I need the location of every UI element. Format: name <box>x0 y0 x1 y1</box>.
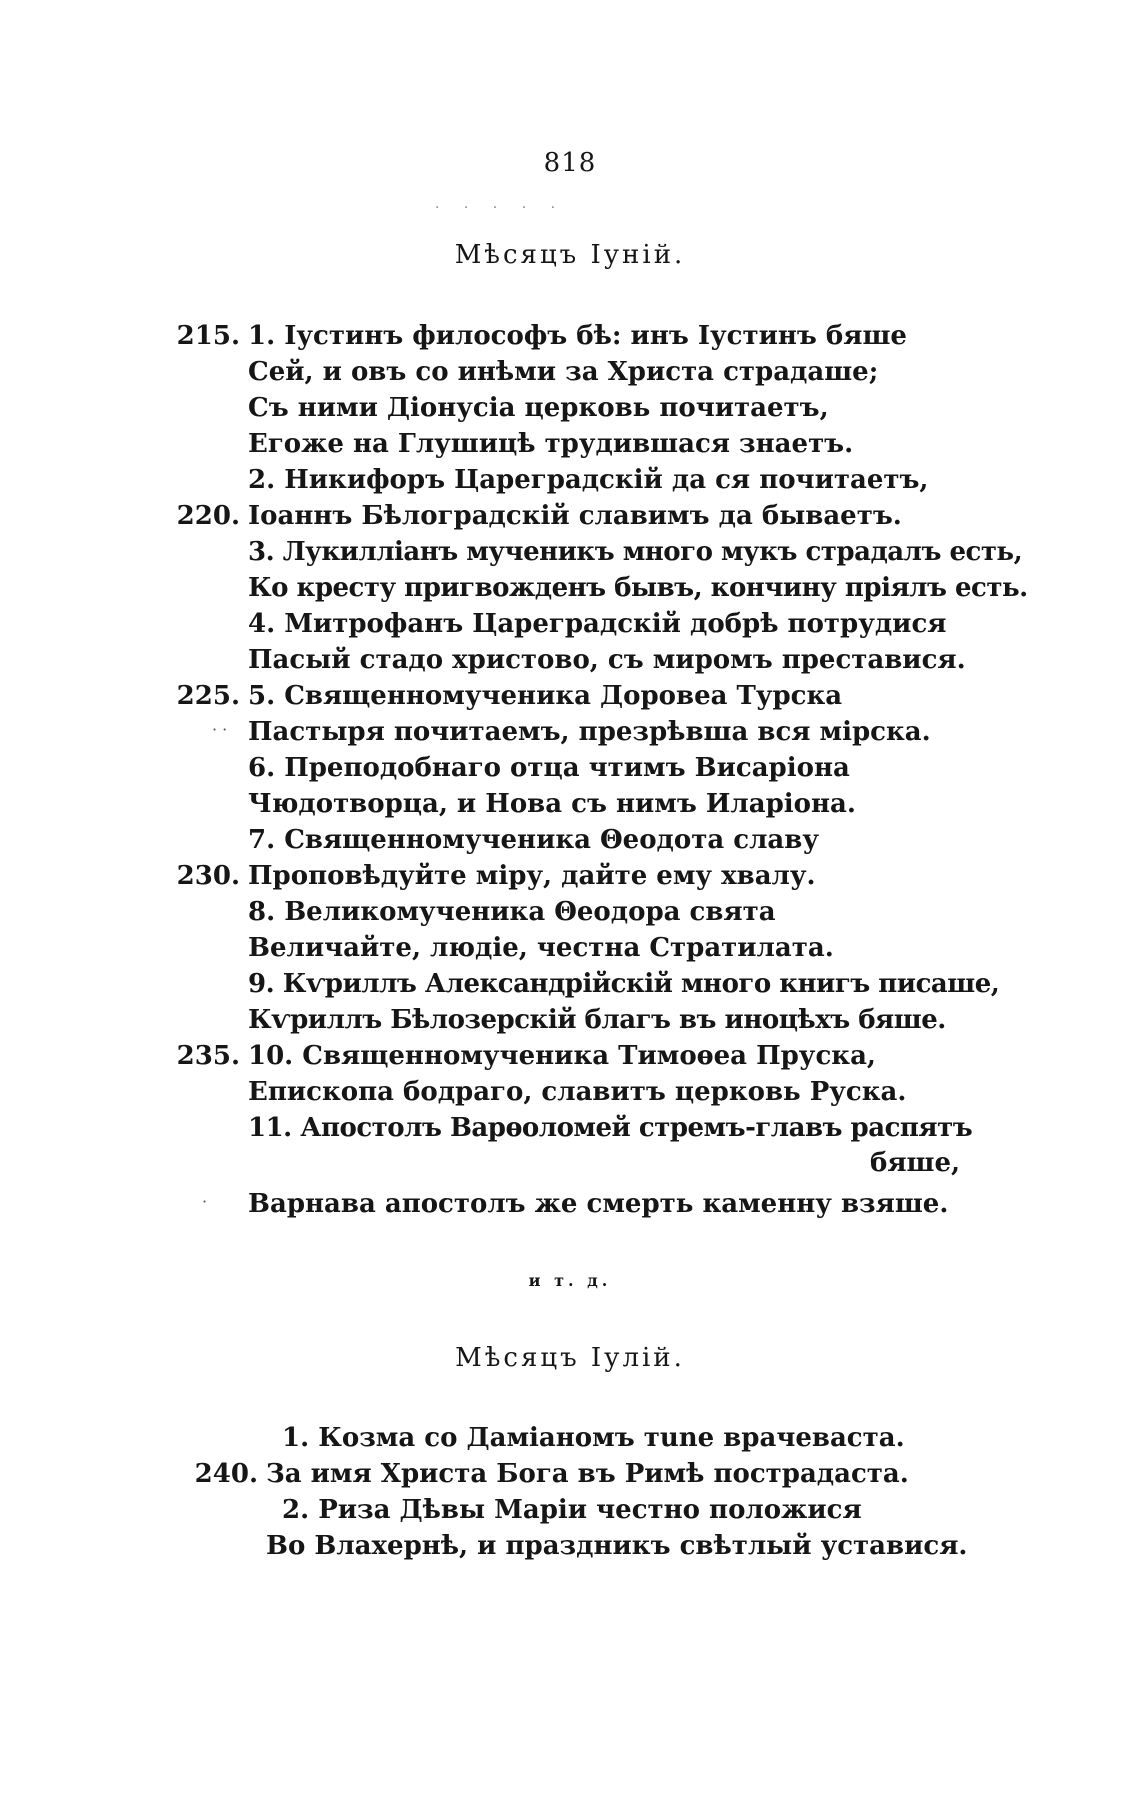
verse-text: Іоаннъ Бѣлоградскій славимъ да бываетъ. <box>248 501 902 531</box>
verse-text: Пасый стадо христово, съ миромъ преставися. <box>248 645 966 675</box>
verse-text: Егоже на Глушицѣ трудившася знаетъ. <box>248 429 854 459</box>
verse-line <box>0 786 1140 822</box>
verse-number: 230. <box>176 861 240 891</box>
verse-text: 1. Іустинъ философъ бѣ: инъ Іустинъ бяше <box>248 321 907 351</box>
verse-text: 9. Кѵриллъ Александрійскій много книгъ писаше, <box>248 969 1000 999</box>
ink-specks: · · · · · <box>435 200 566 216</box>
verse-line <box>0 822 1140 858</box>
verse-text: 6. Преподобнаго отца чтимъ Висаріона <box>248 753 850 783</box>
verse-text: 1. Козма со Даміаномъ тune врачеваста. <box>282 1423 905 1453</box>
verse-number: 215. <box>176 321 240 351</box>
verse-text: Проповѣдуйте міру, дайте ему хвалу. <box>248 861 816 891</box>
verse-line <box>0 1074 1140 1110</box>
verse-text: 7. Священномученика Θеодота славу <box>248 825 819 855</box>
verse-text: Кѵриллъ Бѣлозерскій благъ въ иноцѣхъ бяше. <box>248 1005 946 1035</box>
verse-line <box>0 1110 1140 1146</box>
verse-line <box>0 678 1140 714</box>
verse-number: 235. <box>176 1041 240 1071</box>
verse-line <box>0 462 1140 498</box>
verse-text: За имя Христа Бога въ Римѣ пострадаста. <box>266 1459 909 1489</box>
verse-text: 3. Лукилліанъ мученикъ много мукъ страдалъ есть, <box>248 537 1023 567</box>
verse-text: 4. Митрофанъ Цареградскій добрѣ потрудися <box>248 609 947 639</box>
verse-text: Варнава апостолъ же смерть каменну взяше. <box>248 1189 949 1219</box>
verse-number: 240. <box>194 1459 258 1489</box>
etc-marker: и т. д. <box>528 1271 612 1290</box>
verse-line <box>0 750 1140 786</box>
verse-line <box>0 1492 1140 1528</box>
verse-line <box>0 318 1140 354</box>
verse-text: Епископа бодраго, славитъ церковь Руска. <box>248 1077 907 1107</box>
verse-number: 220. <box>176 501 240 531</box>
verse-text: Во Влахернѣ, и праздникъ свѣтлый уставися. <box>266 1531 968 1561</box>
verse-line <box>0 858 1140 894</box>
verse-line <box>0 570 1140 606</box>
verse-text: Величайте, людіе, честна Стратилата. <box>248 933 834 963</box>
verse-line <box>0 534 1140 570</box>
verse-text: 5. Священномученика Доровеа Турска <box>248 681 843 711</box>
verse-text: 8. Великомученика Θеодора свята <box>248 897 776 927</box>
section-heading-june: Мѣсяцъ Іуній. <box>454 240 686 270</box>
page-number: 818 <box>543 148 597 178</box>
verse-continuation: бяше, <box>870 1148 961 1178</box>
verse-line <box>0 1528 1140 1564</box>
verse-line <box>0 966 1140 1002</box>
verse-text: Пастыря почитаемъ, презрѣвша вся мірска. <box>248 717 931 747</box>
verse-line <box>0 1002 1140 1038</box>
verse-text: 11. Апостолъ Варѳоломей стремъ-главъ распятъ <box>248 1113 973 1143</box>
verse-line <box>0 714 1140 750</box>
verse-text: Чюдотворца, и Нова съ нимъ Иларіона. <box>248 789 856 819</box>
verse-line <box>0 354 1140 390</box>
margin-dot: · · <box>212 720 228 739</box>
verse-line <box>0 390 1140 426</box>
verse-text: 10. Священномученика Тимоѳеа Пруска, <box>248 1041 876 1071</box>
verse-line <box>0 642 1140 678</box>
verse-line <box>0 1186 1140 1222</box>
verse-line <box>0 1038 1140 1074</box>
verse-line <box>0 1456 1140 1492</box>
verse-line <box>0 930 1140 966</box>
margin-dot: · <box>202 1192 208 1211</box>
verse-line <box>0 426 1140 462</box>
verse-text: Ко кресту пригвожденъ бывъ, кончину пріялъ есть. <box>248 573 1028 603</box>
verse-text: 2. Никифоръ Цареградскій да ся почитаетъ, <box>248 465 929 495</box>
verse-line <box>0 894 1140 930</box>
verse-text: Съ ними Діонусіа церковь почитаетъ, <box>248 393 829 423</box>
verse-text: 2. Риза Дѣвы Маріи честно положися <box>282 1495 862 1525</box>
verse-text: Сей, и овъ со инѣми за Христа страдаше; <box>248 357 879 387</box>
verse-number: 225. <box>176 681 240 711</box>
section-heading-july: Мѣсяцъ Іулій. <box>455 1343 685 1373</box>
verse-line <box>0 606 1140 642</box>
verse-line <box>0 498 1140 534</box>
verse-line <box>0 1420 1140 1456</box>
